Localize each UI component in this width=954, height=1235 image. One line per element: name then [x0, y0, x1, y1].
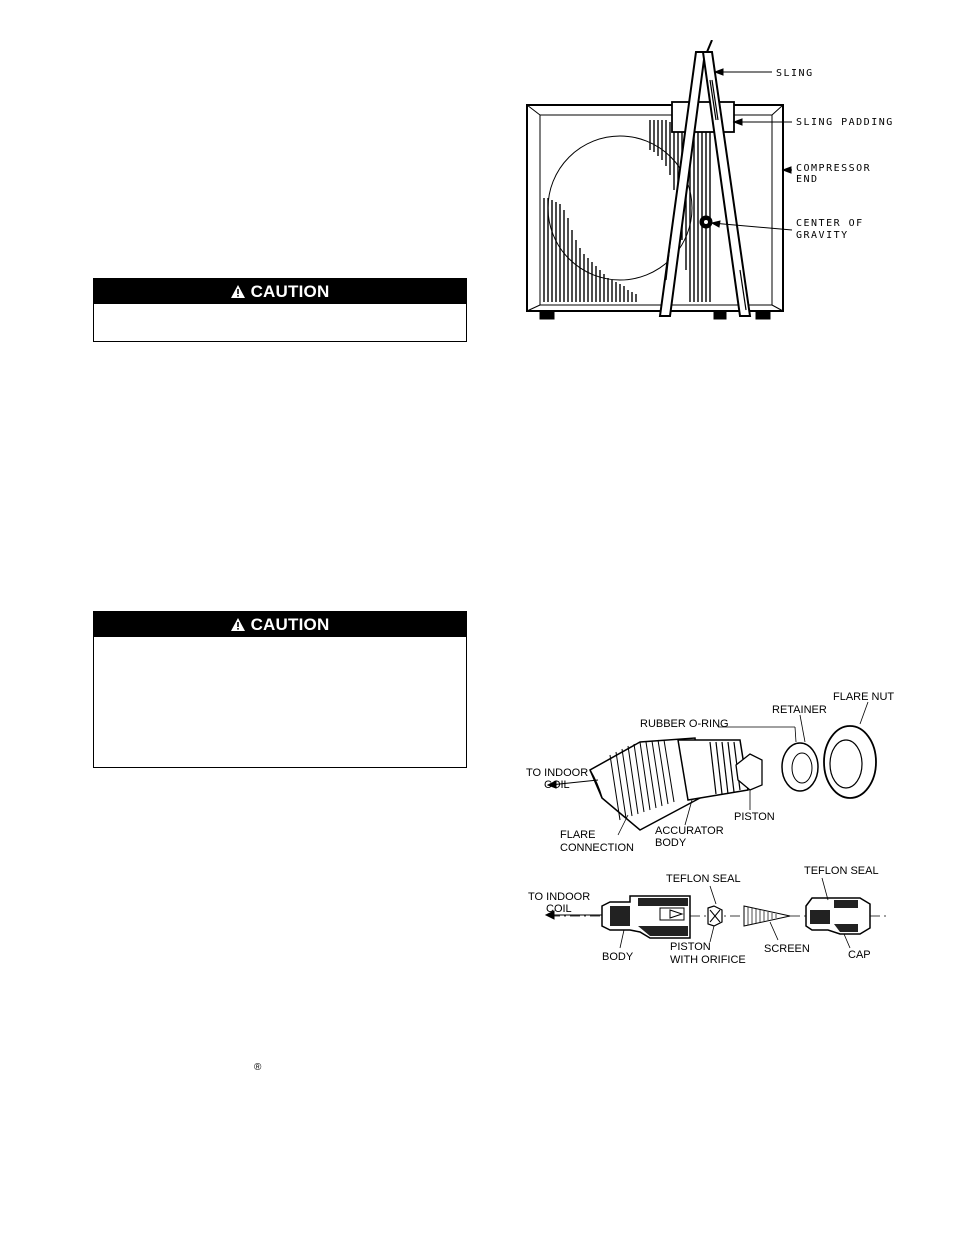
label-compressor-end-2: END	[796, 174, 819, 185]
registered-mark: ®	[254, 1062, 262, 1073]
label-sling: SLING	[776, 68, 814, 79]
label-teflon-seal-left: TEFLON SEAL	[666, 873, 741, 885]
accurator-cross-section	[546, 878, 890, 948]
label-flare-connection-2: CONNECTION	[560, 842, 634, 854]
sling-rigging-figure	[500, 40, 920, 340]
label-to-indoor-coil-1: TO INDOOR	[526, 767, 589, 779]
label-to-indoor-coil-2: COIL	[544, 779, 570, 791]
caution-label-1: CAUTION	[250, 281, 330, 301]
label-screen: SCREEN	[764, 943, 810, 955]
accurator-components-figure	[510, 680, 910, 980]
label-accurator-body-2: BODY	[655, 837, 687, 849]
label-body: BODY	[602, 951, 634, 963]
label-sling-padding: SLING PADDING	[796, 117, 894, 128]
label-center-of-gravity-1: CENTER OF	[796, 218, 864, 229]
outdoor-unit-drawing	[527, 40, 792, 319]
label-center-of-gravity-2: GRAVITY	[796, 230, 849, 241]
caution-box-2	[93, 611, 467, 768]
label-to-indoor-coil-b1: TO INDOOR	[528, 891, 591, 903]
label-piston: PISTON	[734, 811, 775, 823]
warning-triangle-icon	[231, 618, 245, 631]
caution-box-1	[93, 278, 467, 342]
warning-triangle-icon	[231, 285, 245, 298]
label-cap: CAP	[848, 949, 871, 961]
label-compressor-end-1: COMPRESSOR	[796, 163, 872, 174]
label-piston-orifice-2: WITH ORIFICE	[670, 954, 746, 966]
caution-label-2: CAUTION	[250, 614, 330, 634]
label-to-indoor-coil-b2: COIL	[546, 903, 572, 915]
label-teflon-seal-right: TEFLON SEAL	[804, 865, 879, 877]
label-rubber-o-ring: RUBBER O-RING	[640, 718, 729, 730]
caution-header-2	[94, 612, 466, 637]
label-flare-nut: FLARE NUT	[833, 691, 895, 703]
label-flare-connection-1: FLARE	[560, 829, 596, 841]
label-accurator-body-1: ACCURATOR	[655, 825, 724, 837]
caution-header-1	[94, 279, 466, 304]
label-retainer: RETAINER	[772, 704, 827, 716]
label-piston-orifice-1: PISTON	[670, 941, 711, 953]
